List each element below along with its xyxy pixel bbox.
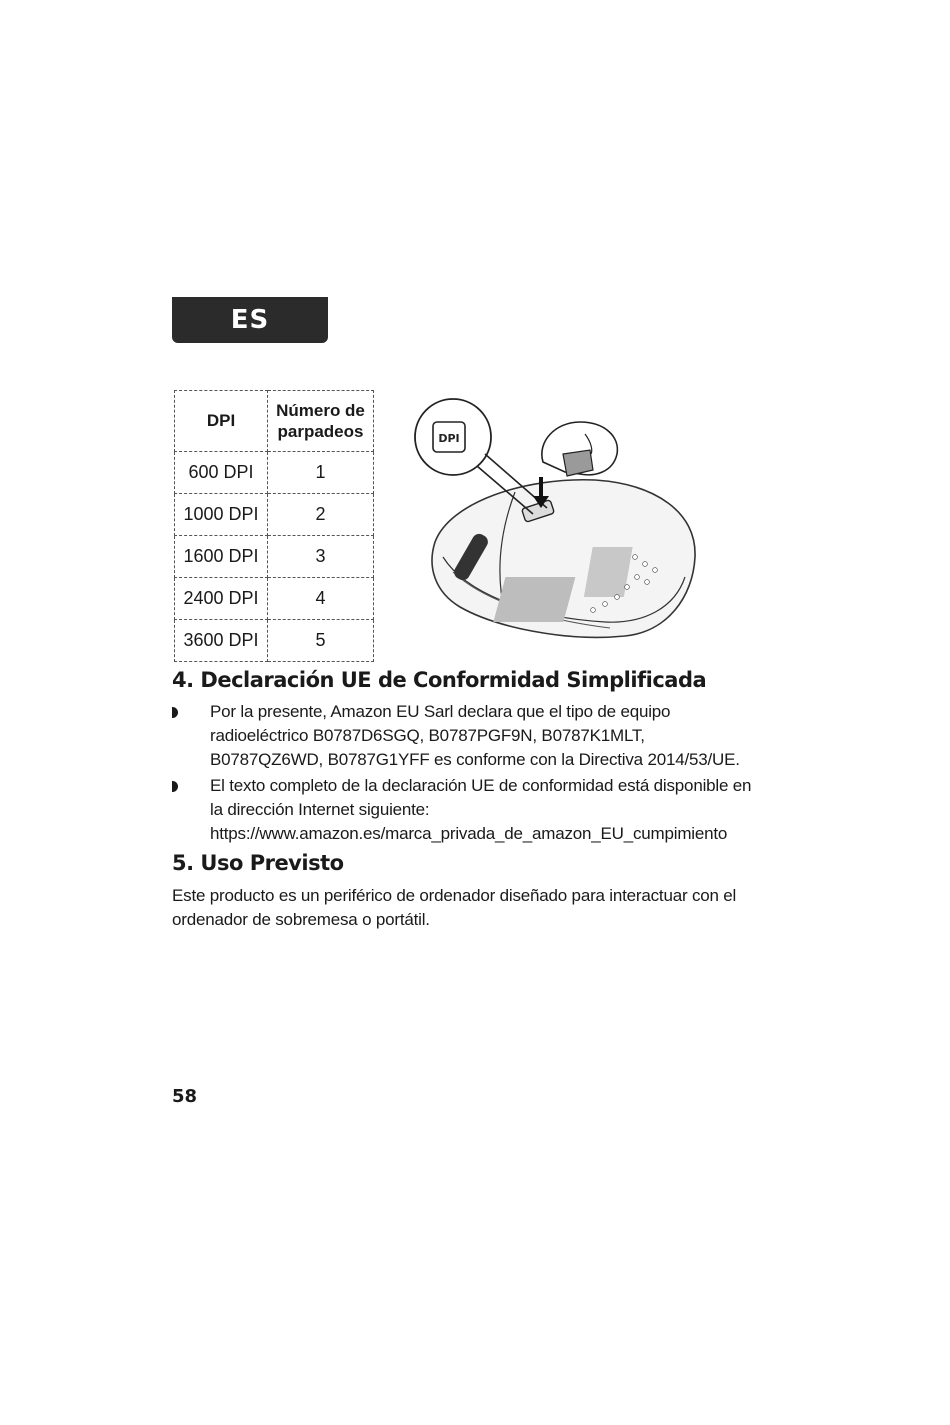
dpi-cell: 3600 DPI <box>175 620 268 662</box>
table-row <box>175 452 374 494</box>
dpi-cell: 2400 DPI <box>175 578 268 620</box>
dpi-cell: 1000 DPI <box>175 494 268 536</box>
table-row <box>175 578 374 620</box>
table-row <box>175 536 374 578</box>
dpi-cell: 1600 DPI <box>175 536 268 578</box>
table-row <box>175 620 374 662</box>
blinks-cell: 1 <box>268 452 374 494</box>
page-number: 58 <box>172 1086 198 1107</box>
blinks-cell: 2 <box>268 494 374 536</box>
blinks-cell: 5 <box>268 620 374 662</box>
dpi-header: DPI <box>175 391 268 452</box>
blinks-cell: 3 <box>268 536 374 578</box>
blinks-header: Número de parpadeos <box>268 391 374 452</box>
bullet-icon <box>172 781 178 792</box>
language-tab: ES <box>172 297 328 343</box>
bullet-icon <box>172 707 178 718</box>
list-item <box>172 774 762 846</box>
section4-title: 4. Declaración UE de Conformidad Simplificada <box>172 668 707 692</box>
section4-bullets <box>172 700 762 848</box>
section5-body: Este producto es un periférico de ordenador diseñado para interactuar con el ordenador de sobremesa o portátil. <box>172 886 737 929</box>
list-item <box>172 700 762 772</box>
dpi-table <box>174 390 374 662</box>
dpi-cell: 600 DPI <box>175 452 268 494</box>
mouse-dpi-illustration <box>405 392 705 652</box>
section5-title: 5. Uso Previsto <box>172 851 344 875</box>
bullet-text: El texto completo de la declaración UE de conformidad está disponible en la dirección Internet siguiente: https://www.amazon.es/marca_privada_de_amazon_EU_cumpimiento <box>210 776 752 843</box>
table-row <box>175 494 374 536</box>
bullet-text: Por la presente, Amazon EU Sarl declara que el tipo de equipo radioeléctrico B0787D6SGQ, B0787PGF9N, B0787K1MLT, B0787QZ6WD, B0787G1YFF es conforme con la Directiva 2014/53/UE. <box>210 702 740 769</box>
blinks-cell: 4 <box>268 578 374 620</box>
dpi-callout-label: DPI <box>438 432 460 445</box>
